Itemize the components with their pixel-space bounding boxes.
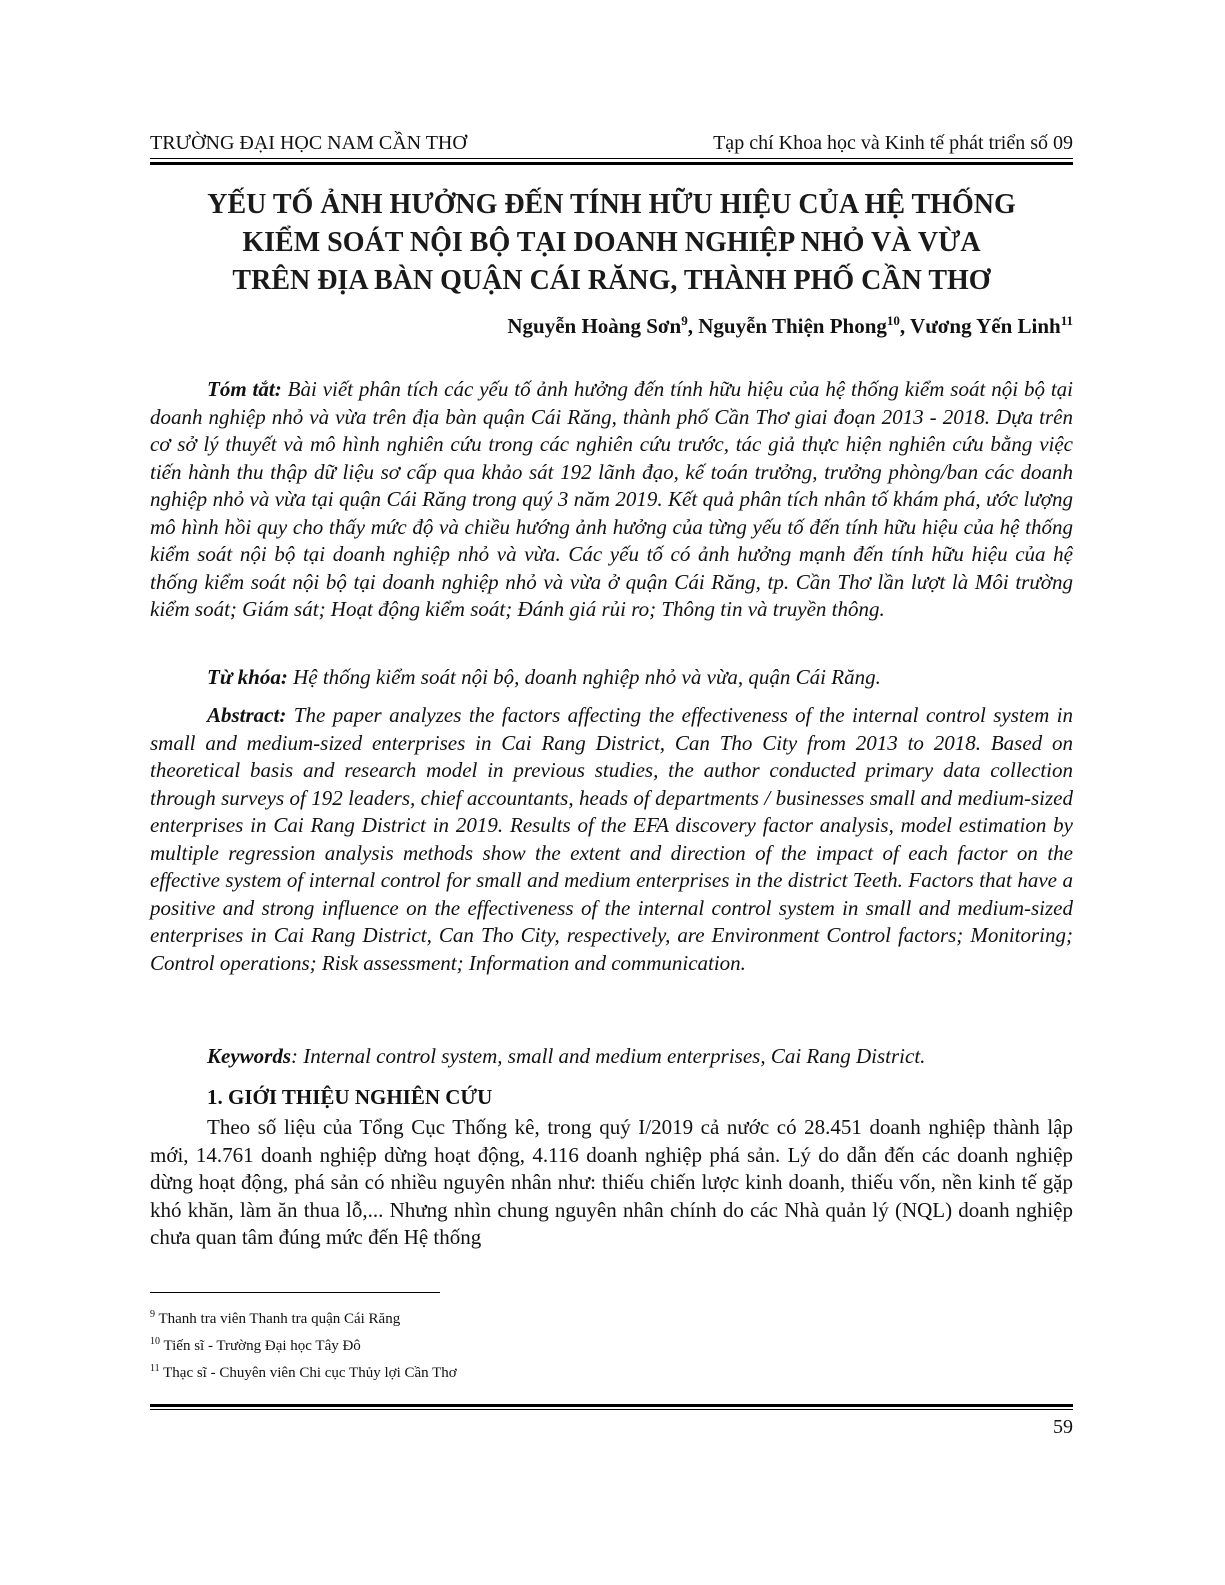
author-list: Nguyễn Hoàng Sơn$^9$, Nguyễn Thiện Phong$^{10}$, Vương Yến Linh$^{11}$ (507, 313, 1073, 338)
footnote-number: 9 (150, 1309, 155, 1320)
author-footnote-ref: 11 (1060, 313, 1073, 328)
abstract-english (150, 702, 1073, 977)
keywords-vietnamese (150, 664, 1073, 692)
footnote-rule (150, 1292, 440, 1293)
keywords-en-label: Keywords (207, 1044, 291, 1068)
footnote-text: Thạc sĩ - Chuyên viên Chi cục Thủy lợi Cần Thơ (159, 1365, 457, 1381)
footnote (150, 1333, 850, 1360)
page-number: 59 (1053, 1416, 1073, 1438)
title-line-1: YẾU TỐ ẢNH HƯỞNG ĐẾN TÍNH HỮU HIỆU CỦA HỆ THỐNG (207, 189, 1016, 220)
author-footnote-ref: 10 (886, 313, 900, 328)
footnote-number: 10 (150, 1336, 160, 1347)
abstract-vi-label: Tóm tắt: (207, 377, 282, 401)
keywords-english (150, 1043, 1073, 1071)
running-header (150, 130, 1073, 156)
footer-rule-thick (150, 1404, 1073, 1407)
author-name: Nguyễn Hoàng Sơn (507, 314, 682, 338)
header-rule-thin (150, 158, 1073, 159)
abstract-en-label: Abstract: (207, 703, 287, 727)
footnote-number: 11 (150, 1363, 160, 1374)
keywords-en-text: : Internal control system, small and medium enterprises, Cai Rang District. (291, 1044, 926, 1068)
footnote-text: Thanh tra viên Thanh tra quận Cái Răng (155, 1311, 401, 1327)
author-name: Vương Yến Linh (910, 314, 1061, 338)
header-journal: Tạp chí Khoa học và Kinh tế phát triển số 09 (713, 132, 1073, 154)
footnote-text: Tiến sĩ - Trường Đại học Tây Đô (160, 1338, 361, 1354)
keywords-vi-text: Hệ thống kiểm soát nội bộ, doanh nghiệp nhỏ và vừa, quận Cái Răng. (287, 665, 881, 689)
abstract-vietnamese (150, 376, 1073, 624)
title-line-2: KIỂM SOÁT NỘI BỘ TẠI DOANH NGHIỆP NHỎ VÀ VỪA (242, 227, 981, 258)
footnotes (150, 1306, 850, 1387)
abstract-en-text: The paper analyzes the factors affecting the effectiveness of the internal control system in small and medium-sized enterprises in Cai Rang District, Can Tho City from 2013 to 2018. Based on theoretical basis and research model in previous studies, the author conducted primary data collection through surveys of 192 leaders, chief accountants, heads of departments / businesses small and medium-sized enterprises in Cai Rang District in 2019. Results of the EFA discovery factor analysis, model estimation by multiple regression analysis methods show the extent and direction of the impact of each factor on the effective system of internal control for small and medium enterprises in the district Teeth. Factors that have a positive and strong influence on the effectiveness of the internal control system in small and medium-sized enterprises in Cai Rang District, Can Tho City, respectively, are Environment Control factors; Monitoring; Control operations; Risk assessment; Information and communication. (150, 703, 1073, 975)
header-institution: TRƯỜNG ĐẠI HỌC NAM CẦN THƠ (150, 132, 467, 154)
author-name: Nguyễn Thiện Phong (698, 314, 887, 338)
section-heading: 1. GIỚI THIỆU NGHIÊN CỨU (207, 1085, 493, 1109)
paper-title (150, 186, 1073, 300)
section-body: Theo số liệu của Tổng Cục Thống kê, trong quý I/2019 cả nước có 28.451 doanh nghiệp thành lập mới, 14.761 doanh nghiệp dừng hoạt động, 4.116 doanh nghiệp phá sản. Lý do dẫn đến các doanh nghiệp dừng hoạt động, phá sản có nhiều nguyên nhân như: thiếu chiến lược kinh doanh, thiếu vốn, nền kinh tế gặp khó khăn, làm ăn thua lỗ,... Nhưng nhìn chung nguyên nhân chính do các Nhà quản lý (NQL) doanh nghiệp chưa quan tâm đúng mức đến Hệ thống (150, 1115, 1073, 1249)
footer-rule-thin (150, 1409, 1073, 1410)
footnote (150, 1306, 850, 1333)
keywords-vi-label: Từ khóa: (207, 665, 288, 689)
header-rule-thick (150, 162, 1073, 165)
author-footnote-ref: 9 (681, 313, 688, 328)
footnote (150, 1360, 850, 1387)
abstract-vi-text: Bài viết phân tích các yếu tố ảnh hưởng đến tính hữu hiệu của hệ thống kiểm soát nội bộ tại doanh nghiệp nhỏ và vừa trên địa bàn quận Cái Răng, thành phố Cần Thơ giai đoạn 2013 - 2018. Dựa trên cơ sở lý thuyết và mô hình nghiên cứu trong các nghiên cứu trước, tác giả thực hiện nghiên cứu bằng việc tiến hành thu thập dữ liệu sơ cấp qua khảo sát 192 lãnh đạo, kế toán trưởng, trưởng phòng/ban các doanh nghiệp nhỏ và vừa tại quận Cái Răng trong quý 3 năm 2019. Kết quả phân tích nhân tố khám phá, ước lượng mô hình hồi quy cho thấy mức độ và chiều hướng ảnh hưởng của từng yếu tố đến tính hữu hiệu của hệ thống kiểm soát nội bộ tại doanh nghiệp nhỏ và vừa. Các yếu tố có ảnh hưởng mạnh đến tính hữu hiệu của hệ thống kiểm soát nội bộ tại doanh nghiệp nhỏ và vừa ở quận Cái Răng, tp. Cần Thơ lần lượt là Môi trường kiểm soát; Giám sát; Hoạt động kiểm soát; Đánh giá rủi ro; Thông tin và truyền thông. (150, 377, 1074, 621)
title-line-3: TRÊN ĐỊA BÀN QUẬN CÁI RĂNG, THÀNH PHỐ CẦN THƠ (232, 265, 991, 296)
